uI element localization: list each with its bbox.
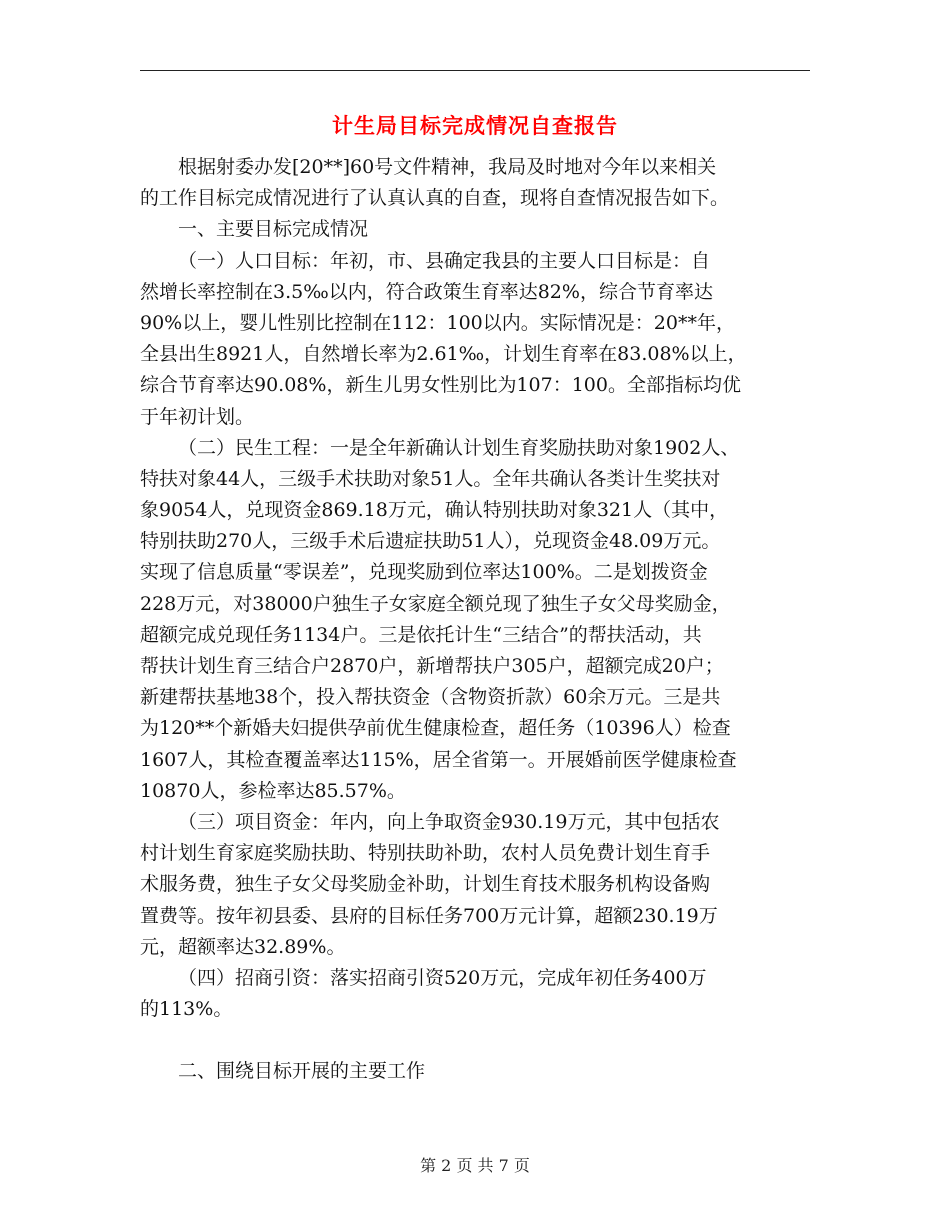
body-line: 村计划生育家庭奖励扶助、特别扶助补助，农村人员免费计划生育手 — [140, 842, 711, 865]
body-line: 的工作目标完成情况进行了认真认真的自查，现将自查情况报告如下。 — [140, 187, 730, 210]
body-line: 实现了信息质量“零误差”，兑现奖励到位率达100%。二是划拨资金 — [140, 561, 708, 584]
body-line: 然增长率控制在3.5‰以内，符合政策生育率达82%，综合节育率达 — [140, 280, 713, 303]
body-line: 超额完成兑现任务1134户。三是依托计生“三结合”的帮扶活动，共 — [140, 623, 702, 646]
document-body — [140, 152, 810, 1088]
body-line: 元，超额率达32.89%。 — [140, 935, 346, 958]
body-line: （四）招商引资：落实招商引资520万元，完成年初任务400万 — [178, 966, 707, 989]
body-line: 特扶对象44人，三级手术扶助对象51人。全年共确认各类计生奖扶对 — [140, 467, 721, 490]
header-rule — [140, 70, 810, 71]
body-line: 综合节育率达90.08%，新生儿男女性别比为107：100。全部指标均优 — [140, 374, 741, 397]
body-line: 术服务费，独生子女父母奖励金补助，计划生育技术服务机构设备购 — [140, 873, 711, 896]
page-number: 第 2 页 共 7 页 — [420, 1156, 530, 1175]
section-heading: 二、围绕目标开展的主要工作 — [178, 1060, 426, 1083]
body-line: 为120**个新婚夫妇提供孕前优生健康检查，超任务（10396人）检查 — [140, 717, 731, 740]
document-title: 计生局目标完成情况自查报告 — [332, 113, 618, 138]
body-line: 置费等。按年初县委、县府的目标任务700万元计算，超额230.19万 — [140, 904, 718, 927]
body-line: 90%以上，婴儿性别比控制在112：100以内。实际情况是：20**年， — [140, 311, 735, 334]
body-line: 象9054人，兑现资金869.18万元，确认特别扶助对象321人（其中， — [140, 499, 729, 522]
body-line: （三）项目资金：年内，向上争取资金930.19万元，其中包括农 — [178, 810, 720, 833]
body-line: 帮扶计划生育三结合户2870户，新增帮扶户305户，超额完成20户； — [140, 655, 724, 677]
blank-line — [140, 1025, 810, 1056]
body-line: （一）人口目标：年初，市、县确定我县的主要人口目标是：自 — [178, 249, 711, 272]
body-line: 于年初计划。 — [140, 405, 255, 428]
body-line: 根据射委办发[20**]60号文件精神，我局及时地对今年以来相关 — [178, 156, 717, 178]
body-line: （二）民生工程：一是全年新确认计划生育奖励扶助对象1902人、 — [178, 436, 740, 459]
body-line: 228万元，对38000户独生子女家庭全额兑现了独生子女父母奖励金， — [140, 592, 731, 615]
body-line: 特别扶助270人，三级手术后遗症扶助51人），兑现资金48.09万元。 — [140, 530, 721, 553]
body-line: 新建帮扶基地38个，投入帮扶资金（含物资折款）60余万元。三是共 — [140, 686, 721, 709]
section-heading: 一、主要目标完成情况 — [178, 218, 369, 241]
body-line: 全县出生8921人，自然增长率为2.61‰，计划生育率在83.08%以上， — [140, 343, 747, 366]
body-line: 1607人，其检查覆盖率达115%，居全省第一。开展婚前医学健康检查 — [140, 748, 737, 771]
body-line: 的113%。 — [140, 998, 233, 1021]
body-line: 10870人，参检率达85.57%。 — [140, 779, 406, 802]
